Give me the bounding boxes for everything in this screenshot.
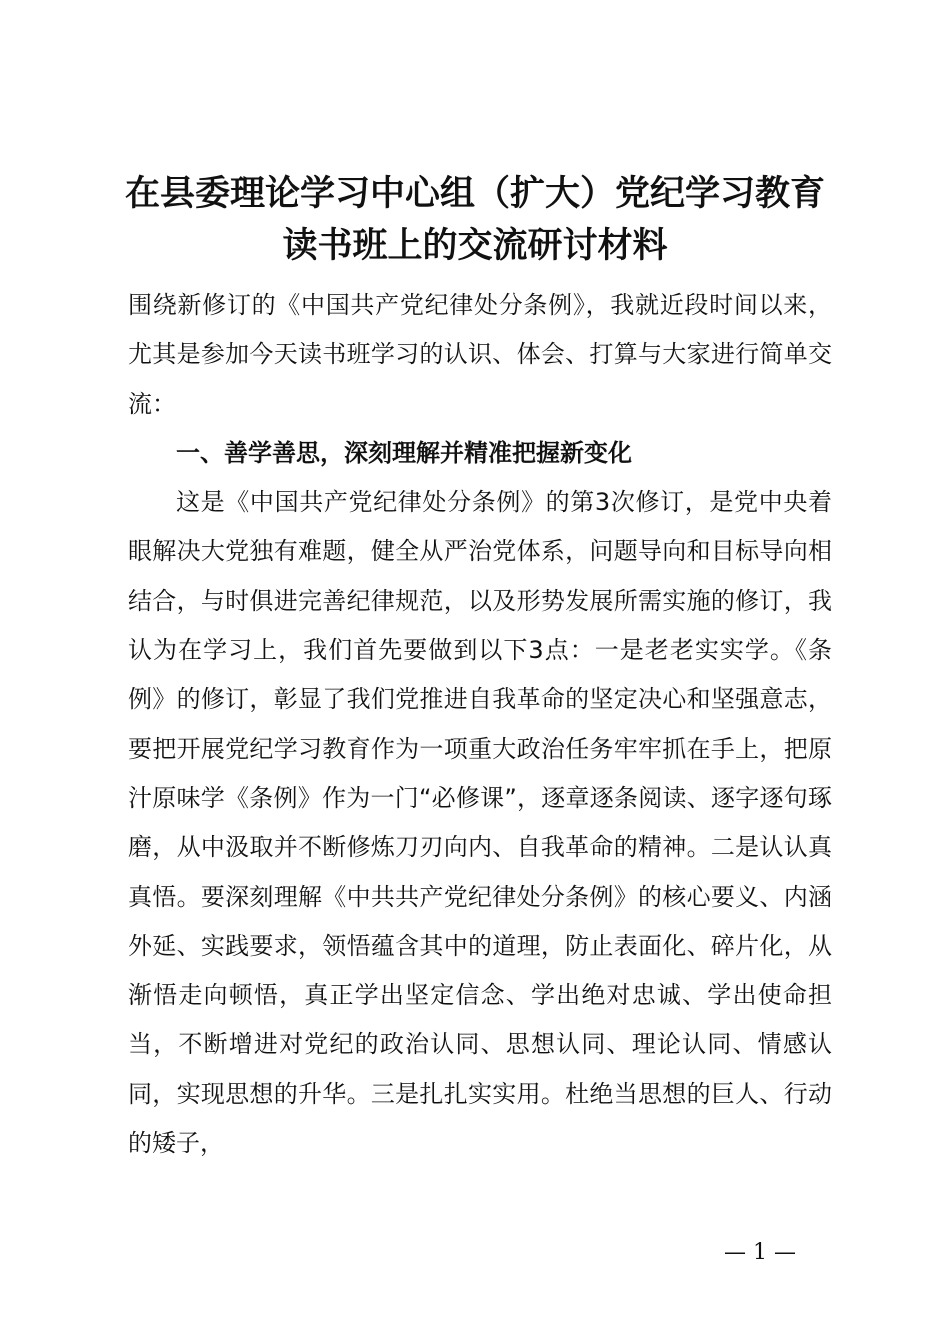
section-paragraph: 这是《中国共产党纪律处分条例》的第3次修订，是党中央着眼解决大党独有难题，健全从严治党体系，问题导向和目标导向相结合，与时俱进完善纪律规范，以及形势发展所需实施的修订，我认为在学习上，我们首先要做到以下3点：一是老老实实学。《条例》的修订，彰显了我们党推进自我革命的坚定决心和坚强意志，要把开展党纪学习教育作为一项重大政治任务牢牢抓在手上，把原汁原味学《条例》作为一门“必修课”，逐章逐条阅读、逐字逐句琢磨，从中汲取并不断修炼刀刃向内、自我革命的精神。二是认认真真悟。要深刻理解《中共共产党纪律处分条例》的核心要义、内涵外延、实践要求，领悟蕴含其中的道理，防止表面化、碎片化，从渐悟走向顿悟，真正学出坚定信念、学出绝对忠诚、学出使命担当，不断增进对党纪的政治认同、思想认同、理论认同、情感认同，实现思想的升华。三是扎扎实实用。杜绝当思想的巨人、行动的矮子， [128,488,832,1158]
title-line-1: 在县委理论学习中心组（扩大）党纪学习教育 [124,174,825,214]
document-title [100,168,850,272]
section-heading: 一、善学善思，深刻理解并精准把握新变化 [176,438,632,467]
page-number: — 1 — [724,1240,796,1265]
document-body [128,281,832,1168]
intro-paragraph: 围绕新修订的《中国共产党纪律处分条例》，我就近段时间以来，尤其是参加今天读书班学习的认识、体会、打算与大家进行简单交流： [128,291,832,418]
title-line-2: 读书班上的交流研讨材料 [282,226,668,266]
